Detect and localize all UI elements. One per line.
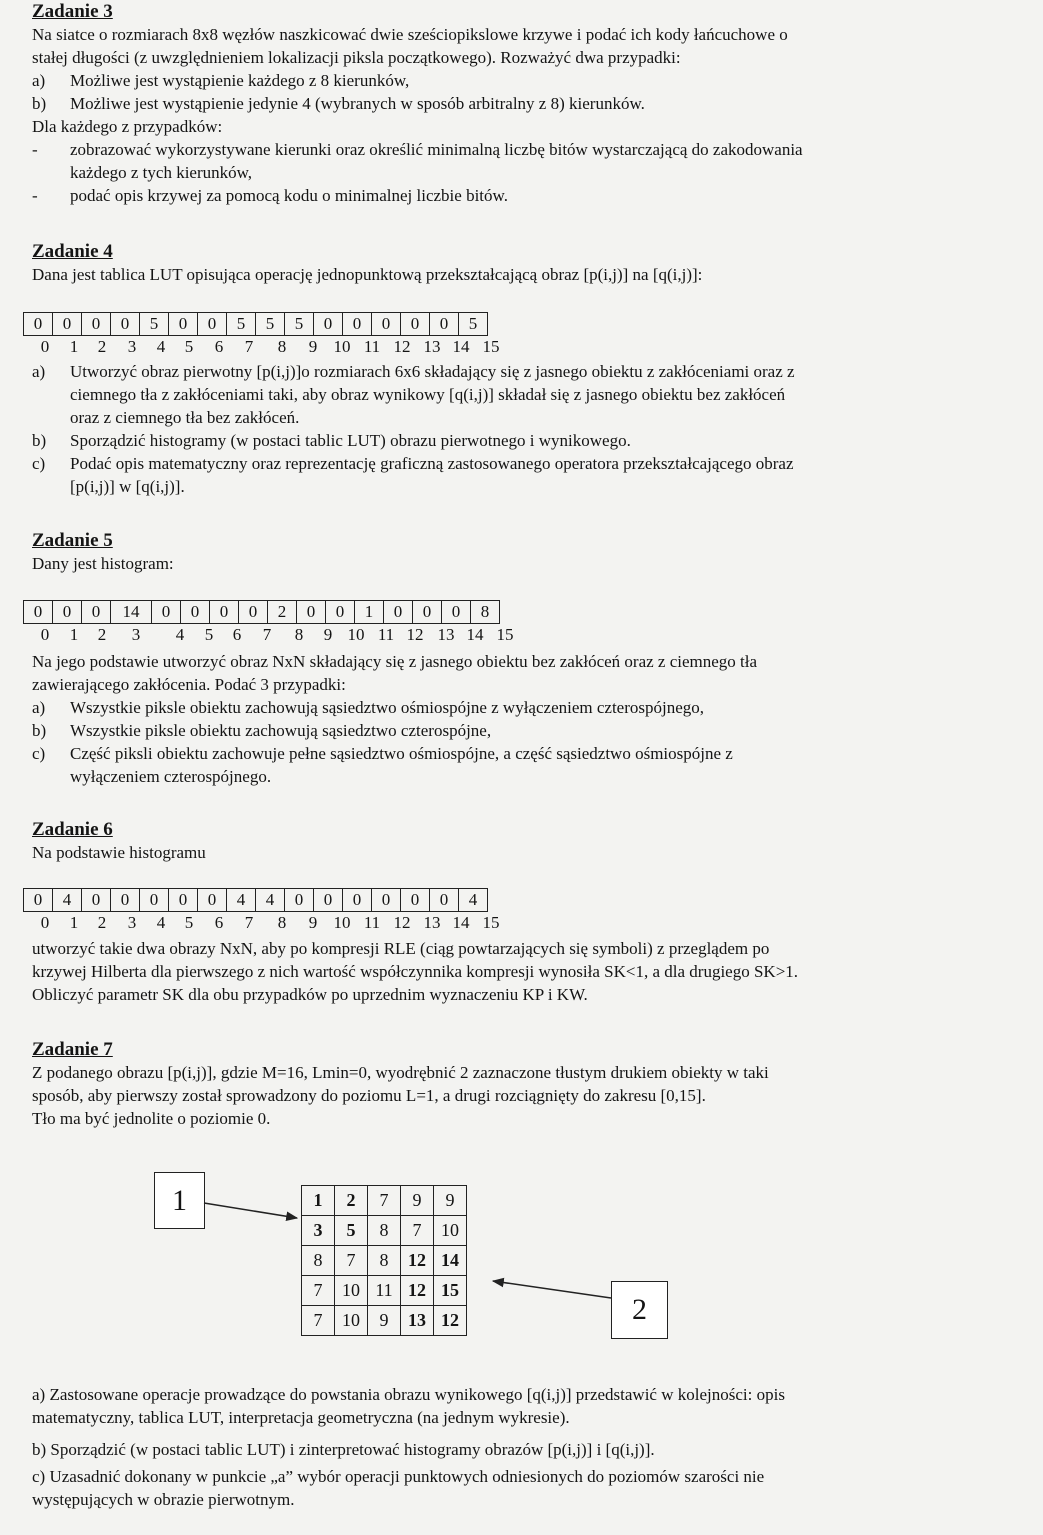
zadanie-5-item-c (32, 742, 1002, 788)
grid-cell: 9 (368, 1306, 401, 1336)
index-label: 10 (333, 913, 351, 932)
item-text: podać opis krzywej za pomocą kodu o minimalnej liczbie bitów. (70, 186, 508, 205)
zadanie-6-intro: Na podstawie histogramu (32, 843, 206, 862)
index-label: 7 (244, 913, 254, 932)
table-cell: 0 (111, 889, 140, 912)
table-cell: 0 (198, 889, 227, 912)
zadanie-7-item-a (32, 1383, 785, 1429)
grid-cell: 7 (368, 1186, 401, 1216)
table-cell: 0 (413, 601, 442, 624)
item-text: Część piksli obiektu zachowuje pełne sąsiedztwo ośmiospójne, a część sąsiedztwo ośmiospójne z (70, 744, 733, 763)
table-cell: 0 (401, 889, 430, 912)
table-cell: 0 (53, 313, 82, 336)
index-label: 15 (482, 913, 500, 932)
index-label: 2 (97, 625, 107, 644)
index-label: 8 (294, 625, 304, 644)
object-1-label-box: 1 (154, 1172, 205, 1229)
index-label: 6 (214, 337, 224, 356)
grid-row (302, 1306, 467, 1336)
zadanie-4 (32, 240, 1002, 286)
lut-index-row (23, 337, 513, 359)
histogram-index-row (23, 625, 523, 647)
index-label: 13 (437, 625, 455, 644)
index-label: 5 (184, 913, 194, 932)
zadanie-5-p1: Na jego podstawie utworzyć obraz NxN składający się z jasnego obiektu bez zakłóceń oraz z ciemnego tła (32, 652, 758, 671)
index-label: 6 (214, 913, 224, 932)
table-cell: 0 (343, 889, 372, 912)
zadanie-6-p3: Obliczyć parametr SK dla obu przypadków po uprzednim wyznaczeniu KP i KW. (32, 985, 588, 1004)
table-cell: 0 (285, 889, 314, 912)
zadanie-7 (32, 1038, 1002, 1130)
table-cell: 4 (227, 889, 256, 912)
index-label: 2 (97, 337, 107, 356)
zadanie-3-item-a (32, 69, 1002, 92)
zadanie-7-p2: sposób, aby pierwszy został sprowadzony do poziomu L=1, a drugi rozciągnięty do zakresu [0,15]. (32, 1086, 706, 1105)
index-label: 5 (184, 337, 194, 356)
grid-cell: 11 (368, 1276, 401, 1306)
zadanie-6-title: Zadanie 6 (32, 819, 113, 840)
grid-cell: 9 (434, 1186, 467, 1216)
grid-cell: 12 (401, 1246, 434, 1276)
index-label: 8 (277, 913, 287, 932)
table-cell: 0 (430, 313, 459, 336)
table-cell: 8 (471, 601, 500, 624)
index-label: 13 (423, 913, 441, 932)
table-cell: 0 (24, 889, 53, 912)
zadanie-5 (32, 529, 1002, 575)
grid-cell: 10 (434, 1216, 467, 1246)
table-cell: 0 (169, 889, 198, 912)
arrow-to-object-2 (493, 1281, 611, 1298)
zadanie-6-p1: utworzyć takie dwa obrazy NxN, aby po kompresji RLE (ciąg powtarzających się symboli) z przeglądem po (32, 939, 770, 958)
item-text: Wszystkie piksle obiektu zachowują sąsiedztwo ośmiospójne z wyłączeniem czterospójnego, (70, 698, 705, 717)
item-text: c) Uzasadnić dokonany w punkcie „a” wybór operacji punktowych odniesionych do poziomów szarości nie (32, 1467, 765, 1486)
table-cell: 0 (384, 601, 413, 624)
grid-cell: 7 (302, 1276, 335, 1306)
index-label: 10 (347, 625, 365, 644)
item-text: każdego z tych kierunków, (70, 163, 253, 182)
grid-row (302, 1276, 467, 1306)
table-cell: 0 (442, 601, 471, 624)
table-cell: 0 (210, 601, 239, 624)
grid-cell: 1 (302, 1186, 335, 1216)
zadanie-4-item-c (32, 452, 1002, 498)
grid-cell: 14 (434, 1246, 467, 1276)
index-label: 12 (406, 625, 424, 644)
item-text: matematyczny, tablica LUT, interpretacja geometryczna (na jednym wykresie). (32, 1408, 570, 1427)
table-cell: 0 (372, 889, 401, 912)
table-cell: 0 (82, 313, 111, 336)
table-cell: 0 (326, 601, 355, 624)
item-text: Utworzyć obraz pierwotny [p(i,j)]o rozmiarach 6x6 składający się z jasnego obiektu z zakłóceniami oraz z (70, 362, 795, 381)
item-text: zobrazować wykorzystywane kierunki oraz określić minimalną liczbę bitów wystarczającą do zakodowania (70, 140, 803, 159)
table-cell: 1 (355, 601, 384, 624)
zadanie-4-title: Zadanie 4 (32, 241, 113, 262)
table-cell: 0 (430, 889, 459, 912)
grid-cell: 12 (401, 1276, 434, 1306)
table-cell: 0 (24, 601, 53, 624)
zadanie-3-title: Zadanie 3 (32, 1, 113, 22)
table-cell: 0 (372, 313, 401, 336)
index-label: 11 (377, 625, 395, 644)
index-label: 7 (262, 625, 272, 644)
zadanie-3-item-b (32, 92, 1002, 115)
zadanie-3 (32, 0, 1002, 207)
item-marker: c) (32, 744, 46, 763)
zadanie-4-item-a (32, 360, 1002, 429)
item-text: występujących w obrazie pierwotnym. (32, 1490, 295, 1509)
grid-cell: 8 (302, 1246, 335, 1276)
item-marker: b) (32, 721, 47, 740)
table-cell: 0 (314, 313, 343, 336)
item-marker: a) (32, 71, 46, 90)
zadanie-6 (32, 818, 1002, 864)
index-label: 13 (423, 337, 441, 356)
table-cell: 0 (111, 313, 140, 336)
index-label: 0 (40, 913, 50, 932)
item-text: Wszystkie piksle obiektu zachowują sąsiedztwo czterospójne, (70, 721, 492, 740)
item-text: a) Zastosowane operacje prowadzące do powstania obrazu wynikowego [q(i,j)] przedstawić w kolejności: opis (32, 1385, 785, 1404)
grid-cell: 7 (335, 1246, 368, 1276)
zadanie-4-intro: Dana jest tablica LUT opisująca operację jednopunktową przekształcającą obraz [p(i,j)] na [q(i,j)]: (32, 265, 703, 284)
table-cell: 5 (227, 313, 256, 336)
zadanie-5-body (32, 650, 1002, 788)
table-cell: 4 (256, 889, 285, 912)
index-label: 4 (156, 913, 166, 932)
item-marker: a) (32, 698, 46, 717)
index-label: 9 (308, 913, 318, 932)
grid-cell: 5 (335, 1216, 368, 1246)
zadanie-7-item-b: b) Sporządzić (w postaci tablic LUT) i zinterpretować histogramy obrazów [p(i,j)] i [q(i,j)]. (32, 1440, 655, 1459)
index-label: 1 (69, 337, 79, 356)
item-text: wyłączeniem czterospójnego. (70, 767, 272, 786)
table-cell: 0 (140, 889, 169, 912)
table-cell: 0 (343, 313, 372, 336)
index-label: 9 (323, 625, 333, 644)
table-cell: 14 (111, 601, 152, 624)
grid-cell: 9 (401, 1186, 434, 1216)
index-label: 12 (393, 337, 411, 356)
table-cell: 0 (198, 313, 227, 336)
table-cell: 5 (140, 313, 169, 336)
zadanie-4-item-b (32, 429, 1002, 452)
table-cell: 0 (314, 889, 343, 912)
grid-row (302, 1216, 467, 1246)
item-text: oraz z ciemnego tła bez zakłóceń. (70, 408, 300, 427)
index-label: 1 (69, 625, 79, 644)
index-label: 3 (127, 337, 137, 356)
index-label: 14 (452, 337, 470, 356)
grid-cell: 8 (368, 1246, 401, 1276)
table-cell: 4 (459, 889, 488, 912)
arrow-to-object-1 (204, 1203, 297, 1218)
zadanie-5-intro: Dany jest histogram: (32, 554, 174, 573)
zadanie-3-dash-2 (32, 184, 1002, 207)
grid-cell: 8 (368, 1216, 401, 1246)
index-label: 12 (393, 913, 411, 932)
dash-marker: - (32, 186, 38, 205)
item-marker: b) (32, 94, 47, 113)
grid-row (302, 1246, 467, 1276)
zadanie-7-p3: Tło ma być jednolite o poziomie 0. (32, 1109, 271, 1128)
index-label: 0 (40, 625, 50, 644)
index-label: 0 (40, 337, 50, 356)
zadanie-5-item-b (32, 719, 1002, 742)
index-label: 15 (496, 625, 514, 644)
grid-cell: 15 (434, 1276, 467, 1306)
table-cell: 5 (285, 313, 314, 336)
zadanie-5-item-a (32, 696, 1002, 719)
index-label: 8 (277, 337, 287, 356)
table-cell: 0 (82, 601, 111, 624)
table-cell: 0 (152, 601, 181, 624)
table-cell: 0 (169, 313, 198, 336)
item-marker: a) (32, 362, 46, 381)
index-label: 4 (156, 337, 166, 356)
index-label: 7 (244, 337, 254, 356)
zadanie-7-p1: Z podanego obrazu [p(i,j)], gdzie M=16, Lmin=0, wyodrębnić 2 zaznaczone tłustym drukiem obiekty w taki (32, 1063, 769, 1082)
table-cell: 0 (239, 601, 268, 624)
dash-marker: - (32, 140, 38, 159)
grid-cell: 7 (302, 1306, 335, 1336)
index-label: 14 (466, 625, 484, 644)
zadanie-5-p2: zawierającego zakłócenia. Podać 3 przypadki: (32, 675, 346, 694)
table-cell: 0 (24, 313, 53, 336)
table-cell: 0 (297, 601, 326, 624)
zadanie-7-title: Zadanie 7 (32, 1039, 113, 1060)
table-cell: 4 (53, 889, 82, 912)
index-label: 15 (482, 337, 500, 356)
grid-cell: 10 (335, 1276, 368, 1306)
index-label: 1 (69, 913, 79, 932)
item-text: [p(i,j)] w [q(i,j)]. (70, 477, 185, 496)
index-label: 11 (363, 337, 381, 356)
table-cell: 0 (82, 889, 111, 912)
item-text: Możliwe jest wystąpienie każdego z 8 kierunków, (70, 71, 410, 90)
table-cell: 5 (459, 313, 488, 336)
index-label: 10 (333, 337, 351, 356)
image-grid (301, 1185, 467, 1336)
index-label: 9 (308, 337, 318, 356)
histogram-index-row (23, 913, 513, 935)
grid-cell: 7 (401, 1216, 434, 1246)
item-text: Sporządzić histogramy (w postaci tablic LUT) obrazu pierwotnego i wynikowego. (70, 431, 631, 450)
grid-cell: 10 (335, 1306, 368, 1336)
item-marker: c) (32, 454, 46, 473)
histogram-table (23, 888, 488, 912)
zadanie-6-p2: krzywej Hilberta dla pierwszego z nich wartość współczynnika kompresji wynosiła SK<1, a dla drugiego SK>1. (32, 962, 799, 981)
zadanie-3-dash-1 (32, 138, 1002, 184)
zadanie-3-intro-line1: Na siatce o rozmiarach 8x8 węzłów naszkicować dwie sześciopikslowe krzywe i podać ich kody łańcuchowe o (32, 25, 788, 44)
histogram-table (23, 600, 500, 624)
table-cell: 0 (181, 601, 210, 624)
table-cell: 0 (53, 601, 82, 624)
index-label: 5 (204, 625, 214, 644)
zadanie-6-body (32, 937, 1002, 1006)
index-label: 2 (97, 913, 107, 932)
table-cell: 5 (256, 313, 285, 336)
grid-cell: 3 (302, 1216, 335, 1246)
index-label: 4 (175, 625, 185, 644)
zadanie-7-item-c (32, 1465, 764, 1511)
grid-row (302, 1186, 467, 1216)
index-label: 3 (131, 625, 141, 644)
grid-cell: 12 (434, 1306, 467, 1336)
index-label: 6 (232, 625, 242, 644)
item-text: Możliwe jest wystąpienie jedynie 4 (wybranych w sposób arbitralny z 8) kierunków. (70, 94, 645, 113)
table-cell: 2 (268, 601, 297, 624)
grid-cell: 2 (335, 1186, 368, 1216)
index-label: 3 (127, 913, 137, 932)
table-cell: 0 (401, 313, 430, 336)
zadanie-3-for-each: Dla każdego z przypadków: (32, 117, 223, 136)
zadanie-5-title: Zadanie 5 (32, 530, 113, 551)
index-label: 14 (452, 913, 470, 932)
index-label: 11 (363, 913, 381, 932)
object-2-label-box: 2 (611, 1281, 668, 1339)
item-text: Podać opis matematyczny oraz reprezentację graficzną zastosowanego operatora przekształcającego obraz (70, 454, 794, 473)
zadanie-3-intro-line2: stałej długości (z uwzględnieniem lokalizacji piksla początkowego). Rozważyć dwa przypadki: (32, 48, 681, 67)
grid-cell: 13 (401, 1306, 434, 1336)
lut-table (23, 312, 488, 336)
zadanie-4-items (32, 360, 1002, 498)
item-marker: b) (32, 431, 47, 450)
item-text: ciemnego tła z zakłóceniami taki, aby obraz wynikowy [q(i,j)] składał się z jasnego obiektu bez zakłóceń (70, 385, 786, 404)
